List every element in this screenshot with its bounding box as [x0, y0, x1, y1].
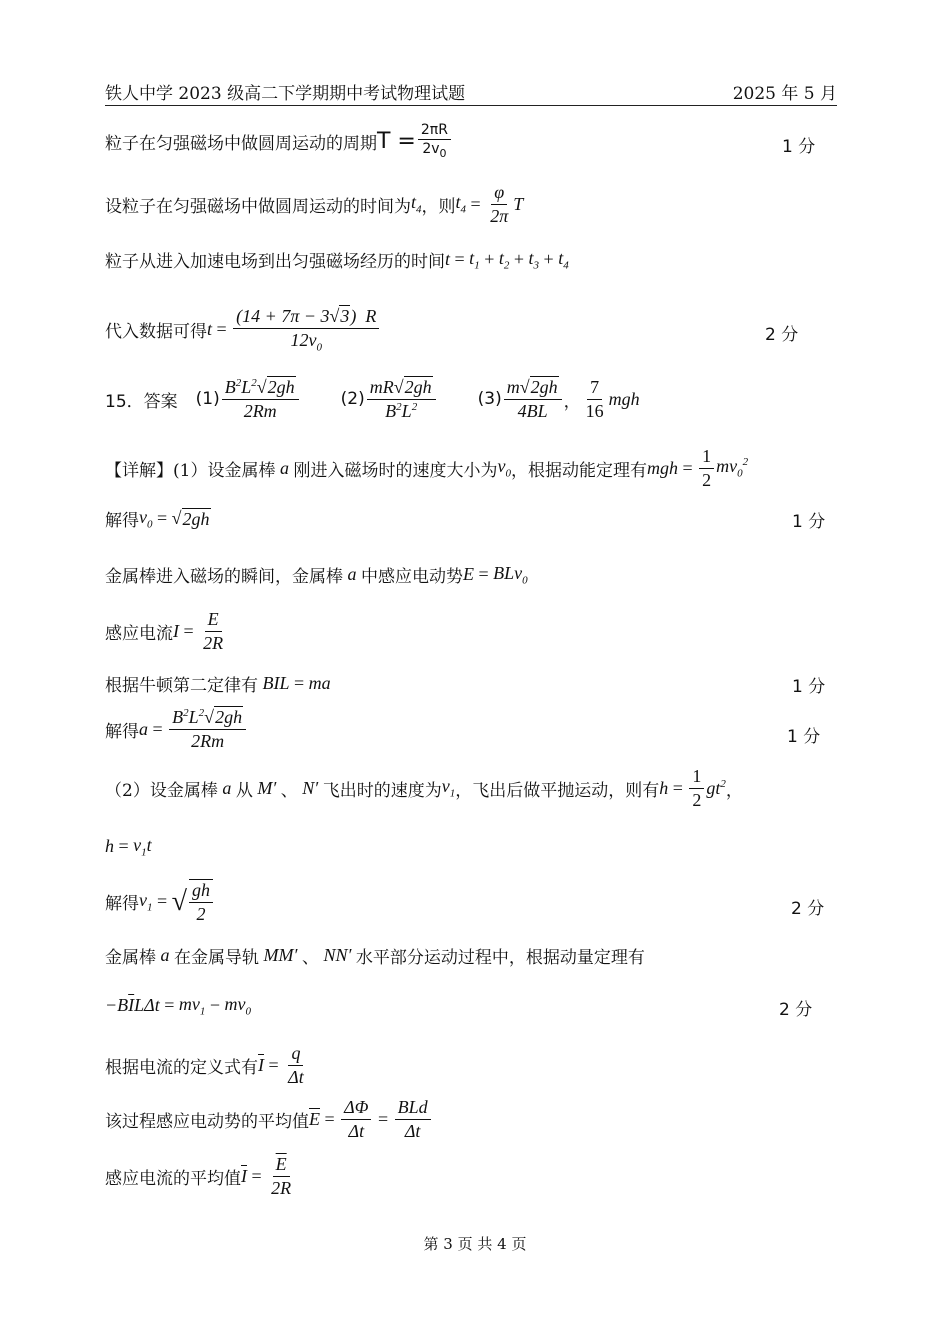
solve-v1-line: 解得 $v_1$ = √ $\frac{gh}{2}$	[105, 879, 215, 924]
page-number: 第 3 页 共 4 页	[423, 1235, 527, 1253]
detail-1-line: 【详解】(1）设金属棒 a 刚进入磁场时的速度大小为 $v_0$ ，根据动能定理有 mgh = $\frac{1}{2}$ $mv_0^2$	[105, 446, 749, 490]
score: 1 分	[792, 512, 826, 532]
solve-a-line: 解得 a = $\frac{B^2L^2√2gh}{2Rm}$	[105, 707, 248, 751]
page-header	[105, 79, 837, 106]
solve-v0-line: 解得 $v_0$ = √ 2gh	[105, 506, 210, 531]
avg-current-line: 感应电流的平均值 $\overline{I}$ = $\frac{\overline{E}}{2R}$	[105, 1154, 292, 1198]
newton-line: 根据牛顿第二定律有 BIL = ma	[105, 673, 331, 696]
score: 1 分	[792, 677, 826, 697]
avg-emf-line: 该过程感应电动势的平均值 $\overline{E}$ = $\frac{\Delta\Phi}{\Delta t}$ = $\frac{\text{BLd}}{\Delta t}$	[105, 1097, 433, 1141]
momentum-line: 金属棒 a 在金属导轨 MM′ 、 NN′ 水平部分运动过程中，根据动量定理有	[105, 945, 645, 968]
momentum-equation: $-B\overline{I}L\Delta t$ = $mv_1$ − $mv_0$	[105, 994, 252, 1018]
part-2-line: （2）设金属棒 a 从 M′ 、 N′ 飞出时的速度为 $v_1$ ，飞出后做平抛运动，则有 h = $\frac{1}{2}$ $gt^2$ ，	[105, 766, 743, 810]
substitute-line: 代入数据可得 t = $\frac{(14 + 7\pi - 3√3) R}{12v_0}$	[105, 306, 381, 354]
score: 2 分	[791, 899, 825, 919]
t4-line: 设粒子在匀强磁场中做圆周运动的时间为 $t_4$ ，则 $t_4$ = $\frac{\varphi}{2\pi}$ T	[105, 182, 524, 226]
period-line: 粒子在匀强磁场中做圆周运动的周期 T = $\frac{2\pi R}{2v_0}$	[105, 122, 453, 161]
current-definition-line: 根据电流的定义式有 $\overline{I}$ = $\frac{q}{\Delta t}$	[105, 1043, 304, 1087]
score: 1 分	[782, 137, 816, 157]
score: 1 分	[787, 727, 821, 747]
score: 2 分	[765, 325, 799, 345]
total-time-line: 粒子从进入加速电场到出匀强磁场经历的时间 t = $t_1$ + $t_2$ + $t_3$ + $t_4$	[105, 247, 569, 272]
q15-answer-line: 15．答案 (1) $\frac{B^2L^2√2gh}{2Rm}$ (2) $\frac{mR√2gh}{B^2L^2}$ (3) $\frac{m√2gh}{4BL}$ ， $\frac{7}{16}$ mgh	[105, 377, 640, 421]
score: 2 分	[779, 1000, 813, 1020]
emf-line: 金属棒进入磁场的瞬间，金属棒 a 中感应电动势 E = BLv$_0$	[105, 562, 528, 587]
exam-title: 铁人中学 2023 级高二下学期期中考试物理试题	[105, 84, 466, 104]
exam-date: 2025 年 5 月	[732, 84, 837, 104]
h-v1t-line: h = $v_1t$	[105, 835, 152, 859]
current-line: 感应电流 I = $\frac{E}{2R}$	[105, 609, 224, 653]
